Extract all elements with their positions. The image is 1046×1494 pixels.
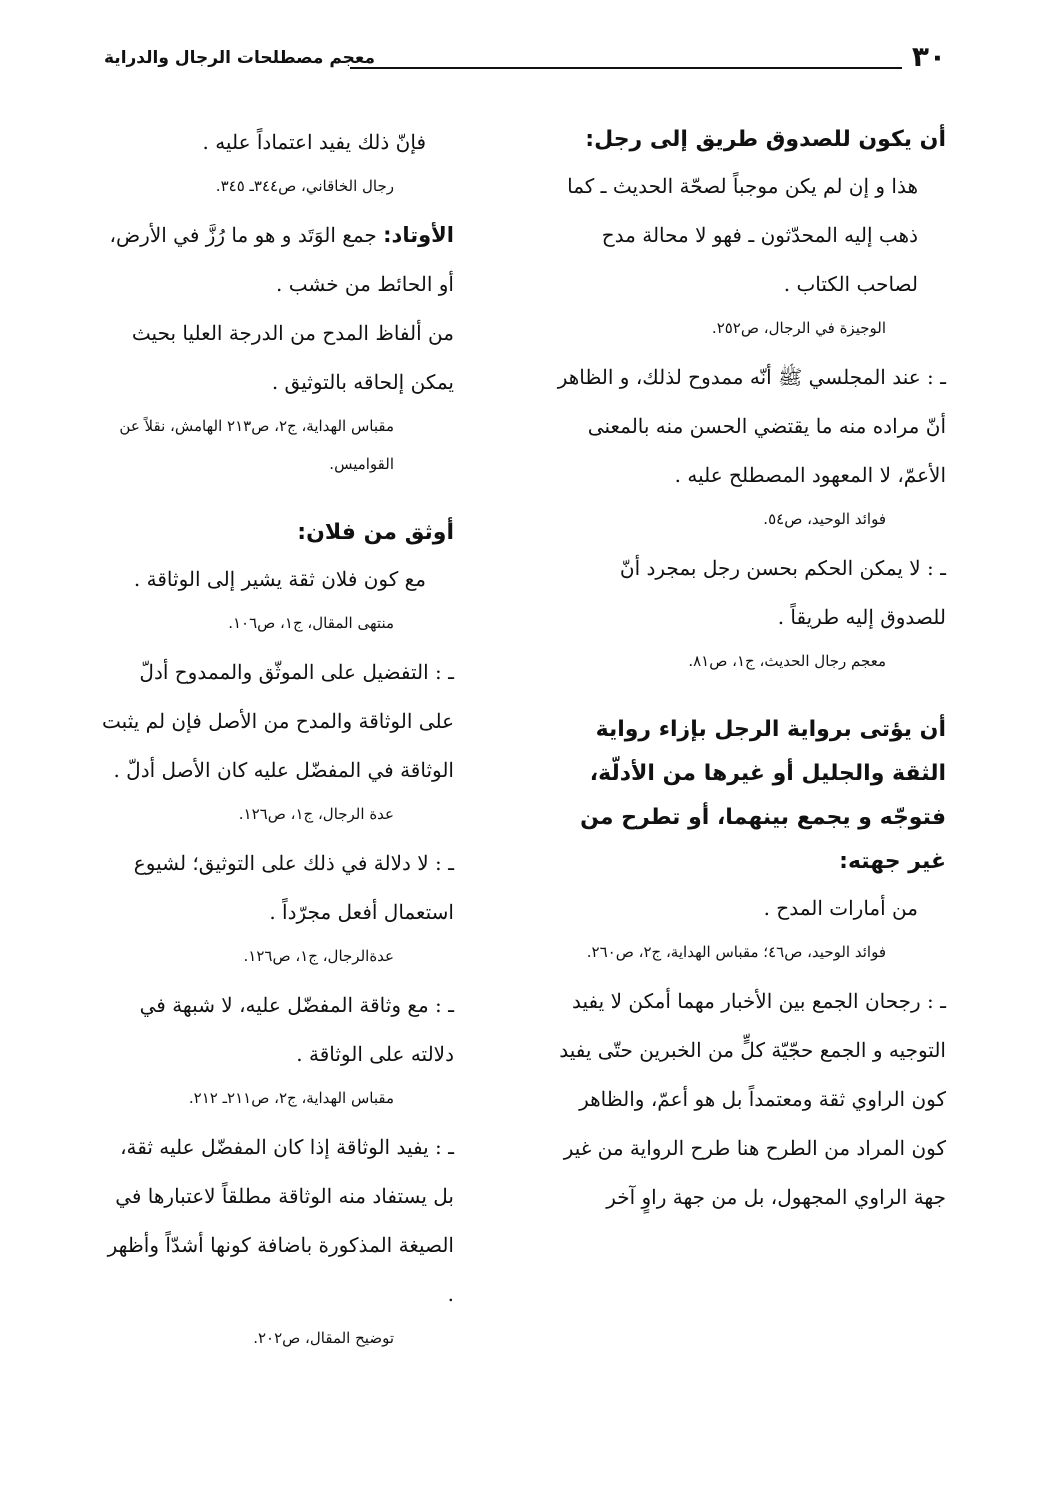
- entry-heading: أن يكون للصدوق طريق إلى رجل:: [585, 127, 946, 152]
- right-column: [552, 118, 946, 1222]
- entry-paragraph: ـ : لا دلالة في ذلك على التوثيق؛ لشيوع استعمال أفعل مجرّداً .: [133, 851, 454, 924]
- source-citation: عدةالرجال، ج١، ص١٢٦.: [243, 947, 394, 965]
- entry-paragraph: ـ : التفضيل على الموثّق والممدوح أدلّ على الوثاقة والمدح من الأصل فإن لم يثبت الوثاقة في المفضّل عليه كان الأصل أدلّ .: [102, 660, 454, 782]
- running-title: معجم مصطلحات الرجال والدراية: [104, 48, 376, 68]
- entry-heading: أوثق من فلان:: [297, 520, 454, 545]
- source-citation: منتهى المقال، ج١، ص١٠٦.: [228, 614, 394, 632]
- entry-paragraph: ـ : مع وثاقة المفضّل عليه، لا شبهة في دلالته على الوثاقة .: [139, 993, 454, 1066]
- entry-paragraph: ـ : يفيد الوثاقة إذا كان المفضّل عليه ثقة، بل يستفاد منه الوثاقة مطلقاً لاعتبارها في الصيغة المذكورة باضافة كونها أشدّاً وأظهر .: [107, 1135, 454, 1306]
- source-citation: معجم رجال الحديث، ج١، ص٨١.: [688, 652, 886, 670]
- source-citation: توضيح المقال، ص٢٠٢.: [253, 1329, 394, 1347]
- source-citation: فوائد الوحيد، ص٥٤.: [763, 510, 886, 528]
- source-citation: رجال الخاقاني، ص٣٤٤ـ ٣٤٥.: [215, 177, 394, 195]
- entry-paragraph: هذا و إن لم يكن موجباً لصحّة الحديث ـ كما ذهب إليه المحدّثون ـ فهو لا محالة مدح لصاحب الكتاب .: [567, 174, 918, 296]
- source-citation: فوائد الوحيد، ص٤٦؛ مقباس الهداية، ج٢، ص٢٦٠.: [586, 943, 886, 961]
- entry-paragraph: [100, 211, 454, 309]
- entry-heading: أن يؤتى برواية الرجل بإزاء رواية الثقة والجليل أو غيرها من الأدلّة، فتوجّه و يجمع بينهما، أو تطرح من غير جهته:: [580, 717, 946, 874]
- left-column: [100, 118, 454, 1363]
- entry-paragraph: مع كون فلان ثقة يشير إلى الوثاقة .: [133, 567, 426, 591]
- source-citation: الوجيزة في الرجال، ص٢٥٢.: [711, 319, 886, 337]
- entry-paragraph: من أمارات المدح .: [763, 896, 918, 920]
- header-rule: [350, 67, 902, 69]
- page-number: ٣٠: [911, 40, 946, 73]
- source-citation: عدة الرجال، ج١، ص١٢٦.: [238, 805, 394, 823]
- entry-paragraph: ـ : عند المجلسي ﷺ أنّه ممدوح لذلك، و الظاهر أنّ مراده منه ما يقتضي الحسن منه بالمعنى الأعمّ، لا المعهود المصطلح عليه .: [557, 365, 946, 487]
- entry-paragraph: ـ : رجحان الجمع بين الأخبار مهما أمكن لا يفيد التوجيه و الجمع حجّيّة كلٍّ من الخبرين حتّى يفيد كون الراوي ثقة ومعتمداً بل هو أعمّ، والظاهر كون المراد من الطرح هنا طرح الرواية من غير جهة الراوي المجهول، بل من جهة راوٍ آخر: [559, 989, 946, 1209]
- entry-paragraph: ـ : لا يمكن الحكم بحسن رجل بمجرد أنّ للصدوق إليه طريقاً .: [619, 556, 946, 629]
- source-citation: مقباس الهداية، ج٢، ص٢١٣ الهامش، نقلاً عن القواميس.: [119, 417, 394, 473]
- entry-definition: جمع الوَتَد و هو ما رُزَّ في الأرض، أو الحائط من خشب .: [109, 223, 454, 296]
- entry-paragraph: فإنّ ذلك يفيد اعتماداً عليه .: [202, 130, 426, 154]
- page-header: [104, 40, 946, 84]
- source-citation: مقباس الهداية، ج٢، ص٢١١ـ ٢١٢.: [188, 1089, 394, 1107]
- entry-term: الأوتاد:: [383, 223, 454, 247]
- entry-paragraph: من ألفاظ المدح من الدرجة العليا بحيث يمكن إلحاقه بالتوثيق .: [131, 321, 454, 394]
